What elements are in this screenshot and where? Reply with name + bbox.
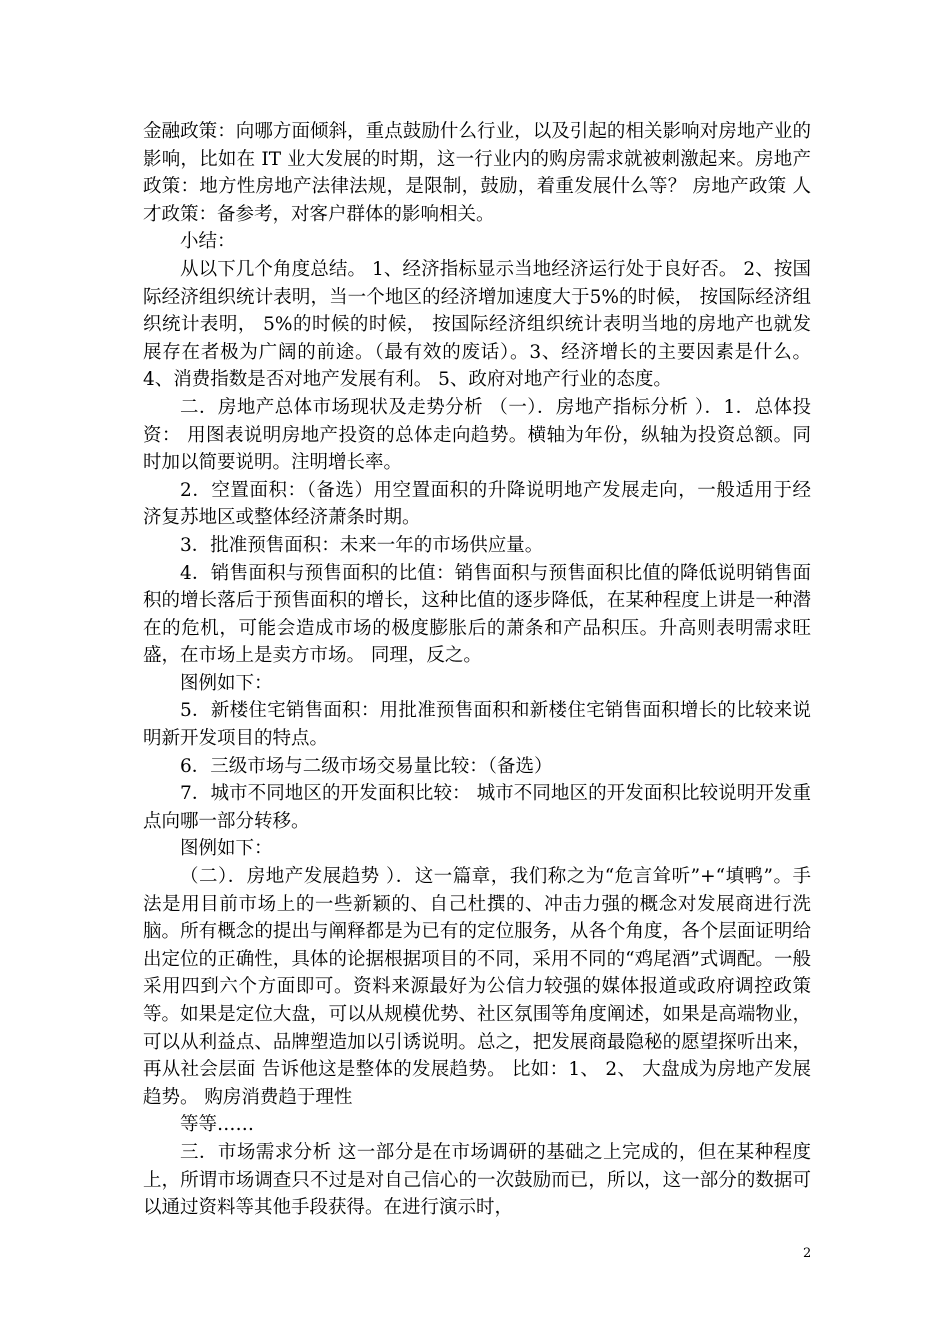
paragraph: 二．房地产总体市场现状及走势分析 （一）．房地产指标分析 ）．1．总体投资： 用图表说明房地产投资的总体走向趋势。横轴为年份，纵轴为投资总额。同时加以简要说明。注明增长率。: [143, 396, 811, 474]
paragraph: 等等……: [180, 1114, 255, 1136]
paragraph: 4．销售面积与预售面积的比值：销售面积与预售面积比值的降低说明销售面积的增长落后于预售面积的增长，这种比值的逐步降低，在某种程度上讲是一种潜在的危机，可能会造成市场的极度膨胀后的萧条和产品积压。升高则表明需求旺盛，在市场上是卖方市场。 同理，反之。: [143, 562, 811, 667]
paragraph: 5．新楼住宅销售面积：用批准预售面积和新楼住宅销售面积增长的比较来说明新开发项目的特点。: [143, 700, 811, 750]
paragraph: 6．三级市场与二级市场交易量比较：（备选）: [180, 755, 553, 777]
paragraph: 3．批准预售面积：未来一年的市场供应量。: [180, 534, 544, 556]
paragraph: 图例如下：: [180, 838, 273, 860]
paragraph: 三．市场需求分析 这一部分是在市场调研的基础之上完成的，但在某种程度上，所谓市场调查只不过是对自己信心的一次鼓励而已，所以，这一部分的数据可以通过资料等其他手段获得。在进行演示时，: [143, 1141, 811, 1219]
paragraph: 图例如下：: [180, 672, 273, 694]
page-number: 2: [803, 1246, 812, 1261]
paragraph: 7．城市不同地区的开发面积比较： 城市不同地区的开发面积比较说明开发重点向哪一部分转移。: [143, 783, 811, 832]
paragraph: 2．空置面积：（备选）用空置面积的升降说明地产发展走向，一般适用于经济复苏地区或整体经济萧条时期。: [143, 479, 811, 529]
paragraph: 从以下几个角度总结。 1、经济指标显示当地经济运行处于良好否。 2、按国际经济组织统计表明，当一个地区的经济增加速度大于5%的时候， 按国际经济组织统计表明， 5%的时候的时候， 按国际经济组织统计表明当地的房地产也就发展存在者极为广阔的前途。（最有效的废话）。3、经济增长的主要因素是什么。 4、消费指数是否对地产发展有利。 5、政府对地产行业的态度。: [143, 258, 811, 391]
paragraph: 金融政策：向哪方面倾斜，重点鼓励什么行业，以及引起的相关影响对房地产业的影响，比如在 IT 业大发展的时期，这一行业内的购房需求就被刺激起来。房地产政策：地方性房地产法律法规，是限制，鼓励，着重发展什么等？ 房地产政策 人才政策：备参考，对客户群体的影响相关。: [143, 121, 811, 225]
body-text: [143, 118, 811, 1222]
paragraph: （二）．房地产发展趋势 ）．这一篇章，我们称之为“危言耸听”+“填鸭”。手法是用目前市场上的一些新颖的、自己杜撰的、冲击力强的概念对发展商进行洗脑。所有概念的提出与阐释都是为已有的定位服务，从各个角度，各个层面证明给出定位的正确性，具体的论据根据项目的不同，采用不同的“鸡尾酒”式调配。一般采用四到六个方面即可。资料来源最好为公信力较强的媒体报道或政府调控政策等。如果是定位大盘，可以从规模优势、社区氛围等角度阐述，如果是高端物业，可以从利益点、品牌塑造加以引诱说明。总之，把发展商最隐秘的愿望探听出来，再从社会层面 告诉他这是整体的发展趋势。 比如：1、 2、 大盘成为房地产发展趋势。 购房消费趋于理性: [143, 866, 811, 1108]
paragraph: 小结：: [180, 231, 236, 253]
